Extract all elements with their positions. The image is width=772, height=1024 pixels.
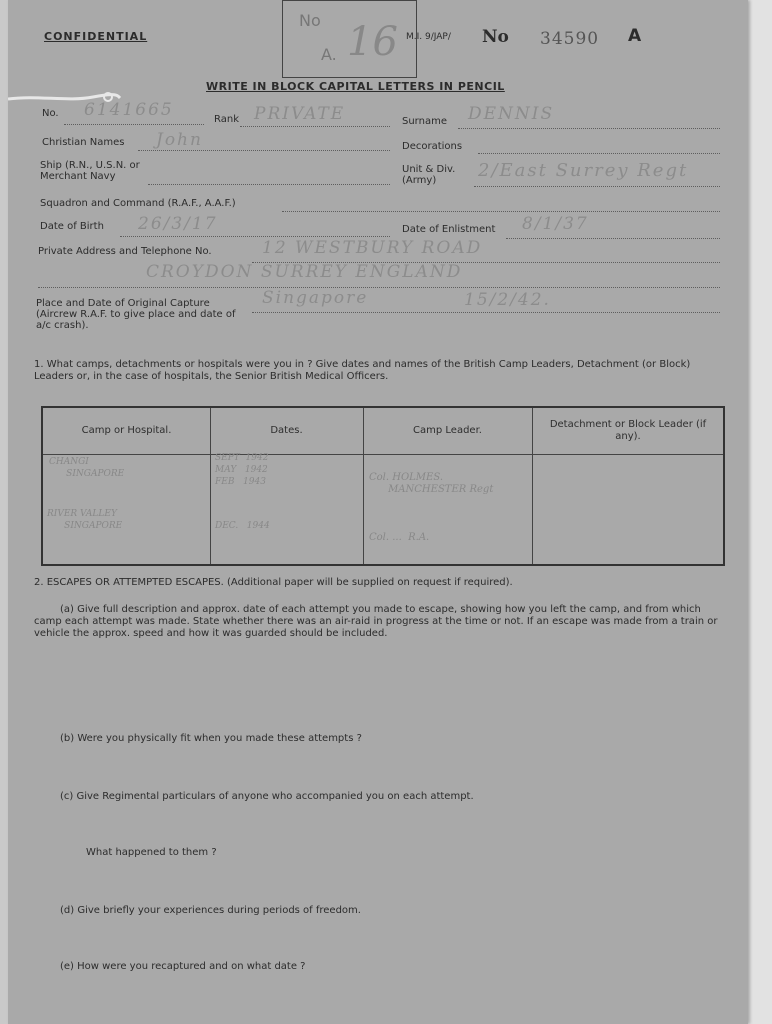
serial-number: 34590 — [540, 29, 600, 49]
capture-place: Singapore — [262, 288, 369, 308]
unit-value: 2/East Surrey Regt — [478, 160, 689, 181]
ship-label: Ship (R.N., U.S.N. or Merchant Navy — [40, 160, 140, 182]
decorations-line — [478, 153, 720, 154]
decorations-label: Decorations — [402, 141, 463, 152]
camps-table — [41, 406, 725, 566]
question-2a: (a) Give full description and approx. date of each attempt you made to escape, showing how you left the camp, and from which camp each attempt was made. State whether there was an air-raid in progress at the time or not. If an escape was made from a train or vehicle the approx. speed and how it was guarded should be included. — [34, 604, 718, 639]
table-header-rule — [43, 454, 723, 455]
address-label: Private Address and Telephone No. — [38, 246, 212, 257]
rank-label: Rank — [214, 114, 239, 125]
enlistment-value: 8/1/37 — [522, 214, 589, 234]
question-2c: (c) Give Regimental particulars of anyone who accompanied you on each attempt. — [60, 791, 474, 802]
capture-line — [252, 312, 720, 313]
stamp-number: 16 — [347, 19, 398, 65]
stamp-no: No — [299, 11, 321, 30]
form-ref: M.I. 9/JAP/ — [406, 32, 451, 42]
enlistment-line — [506, 238, 720, 239]
instruction-heading: WRITE IN BLOCK CAPITAL LETTERS IN PENCIL — [206, 80, 505, 93]
dob-line — [120, 236, 390, 237]
no-label: No. — [42, 108, 59, 119]
squadron-label: Squadron and Command (R.A.F., A.A.F.) — [40, 198, 236, 209]
question-1: 1. What camps, detachments or hospitals were you in ? Give dates and names of the British Camp Leaders, Detachment (or Block) Leaders or, in the case of hospitals, the Senior British Medical Officers. — [34, 359, 691, 382]
christian-names-label: Christian Names — [42, 137, 125, 148]
address-line-2: CROYDON SURREY ENGLAND — [146, 262, 463, 282]
row2-dates: DEC. 1944 — [215, 521, 270, 531]
no-line — [64, 124, 204, 125]
ship-line — [148, 184, 390, 185]
col-header-leader: Camp Leader. — [413, 425, 482, 436]
surname-line — [458, 128, 720, 129]
col-header-camp: Camp or Hospital. — [81, 425, 172, 436]
table-col-rule-3 — [532, 408, 533, 564]
enlistment-label: Date of Enlistment — [402, 224, 496, 235]
reference-stamp-box — [282, 0, 417, 78]
rank-line — [240, 126, 390, 127]
confidential-label: CONFIDENTIAL — [44, 30, 148, 43]
address-line-1: 12 WESTBURY ROAD — [262, 238, 483, 258]
capture-date: 15/2/42. — [464, 290, 551, 310]
background-page-edge — [748, 0, 772, 1024]
squadron-line — [282, 211, 720, 212]
row1-dates: SEPT 1942 MAY 1942 FEB 1943 — [215, 453, 269, 487]
series-letter: A — [628, 26, 642, 46]
question-2b: (b) Were you physically fit when you made these attempts ? — [60, 733, 362, 744]
surname-value: DENNIS — [468, 104, 555, 124]
christian-names-value: John — [156, 130, 203, 150]
row2-leader: Col. ... R.A. — [369, 532, 430, 543]
col-header-dates: Dates. — [270, 425, 303, 436]
christian-names-line — [138, 150, 390, 151]
dob-label: Date of Birth — [40, 221, 104, 232]
question-2c-followup: What happened to them ? — [86, 847, 217, 858]
question-2-heading: 2. ESCAPES OR ATTEMPTED ESCAPES. (Additional paper will be supplied on request if required). — [34, 577, 513, 588]
number-symbol: No — [482, 27, 509, 47]
dob-value: 26/3/17 — [138, 214, 218, 234]
row1-camp: CHANGI SINGAPORE — [49, 457, 125, 479]
question-2e: (e) How were you recaptured and on what date ? — [60, 961, 306, 972]
capture-label: Place and Date of Original Capture (Aircrew R.A.F. to give place and date of a/c crash). — [36, 298, 236, 331]
no-value: 6141665 — [84, 100, 174, 120]
col-header-detachment: Detachment or Block Leader (if any). — [549, 419, 707, 442]
unit-label: Unit & Div. (Army) — [402, 164, 456, 186]
row2-camp: RIVER VALLEY SINGAPORE — [47, 509, 123, 531]
stamp-letter: A. — [321, 45, 337, 64]
interrogation-form — [8, 0, 748, 1024]
surname-label: Surname — [402, 116, 447, 127]
address-rule-2 — [38, 287, 720, 288]
row1-leader: Col. HOLMES. MANCHESTER Regt — [369, 472, 494, 495]
rank-value: PRIVATE — [254, 104, 346, 124]
unit-line — [474, 186, 720, 187]
question-2d: (d) Give briefly your experiences during periods of freedom. — [60, 905, 361, 916]
